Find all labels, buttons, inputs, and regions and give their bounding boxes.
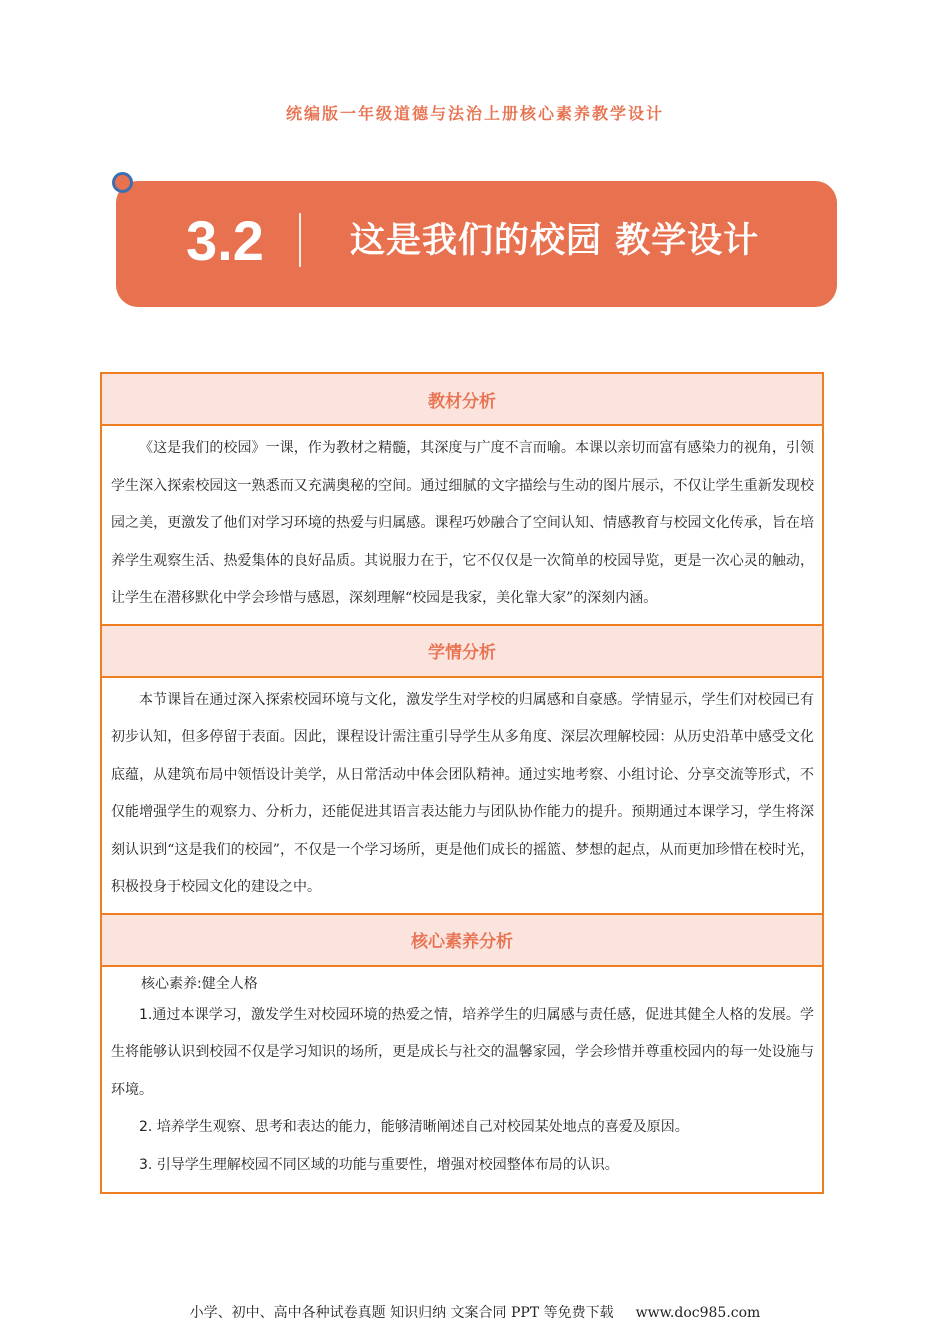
section-body-students: 本节课旨在通过深入探索校园环境与文化，激发学生对学校的归属感和自豪感。学情显示，学生们对校园已有初步认知，但多停留于表面。因此，课程设计需注重引导学生从多角度、深层次理解校园：从历史沿革中感受文化底蕴，从建筑布局中领悟设计美学，从日常活动中体会团队精神。通过实地考察、小组讨论、分享交流等形式，不仅能增强学生的观察力、分析力，还能促进其语言表达能力与团队协作能力的提升。预期通过本课学习，学生将深刻认识到“这是我们的校园”，不仅是一个学习场所，更是他们成长的摇篮、梦想的起点，从而更加珍惜在校时光，积极投身于校园文化的建设之中。 [102,678,822,915]
section-body-core [102,967,822,1193]
lesson-number: 3.2 [186,209,264,272]
section-body-material: 《这是我们的校园》一课，作为教材之精髓，其深度与广度不言而喻。本课以亲切而富有感染力的视角，引领学生深入探索校园这一熟悉而又充满奥秘的空间。通过细腻的文字描绘与生动的图片展示，不仅让学生重新发现校园之美，更激发了他们对学习环境的热爱与归属感。课程巧妙融合了空间认知、情感教育与校园文化传承，旨在培养学生观察生活、热爱集体的良好品质。其说服力在于，它不仅仅是一次简单的校园导览，更是一次心灵的触动，让学生在潜移默化中学会珍惜与感恩，深刻理解“校园是我家，美化靠大家”的深刻内涵。 [102,426,822,626]
series-title: 统编版一年级道德与法治上册核心素养教学设计 [285,104,664,123]
core-item: 3. 引导学生理解校园不同区域的功能与重要性，增强对校园整体布局的认识。 [139,1156,619,1173]
core-item: 1.通过本课学习，激发学生对校园环境的热爱之情，培养学生的归属感与责任感，促进其健全人格的发展。学生将能够认识到校园不仅是学习知识的场所，更是成长与社交的温馨家园，学会珍惜并尊重校园内的每一处设施与环境。 [111,1006,814,1098]
content-table [100,372,824,1194]
core-item: 2. 培养学生观察、思考和表达的能力，能够清晰阐述自己对校园某处地点的喜爱及原因。 [139,1119,689,1135]
lesson-title: 这是我们的校园 教学设计 [350,221,760,261]
footer-link[interactable]: www.doc985.com [635,1305,761,1321]
core-literacy-label: 核心素养:健全人格 [141,975,258,992]
circle-dot-icon [112,172,133,193]
footer [0,1302,950,1322]
banner-divider [299,213,301,267]
footer-text: 小学、初中、高中各种试卷真题 知识归纳 文案合同 PPT 等免费下载 [189,1305,614,1321]
section-heading-students: 学情分析 [102,626,822,678]
section-heading-core: 核心素养分析 [102,915,822,967]
section-heading-material: 教材分析 [102,374,822,426]
